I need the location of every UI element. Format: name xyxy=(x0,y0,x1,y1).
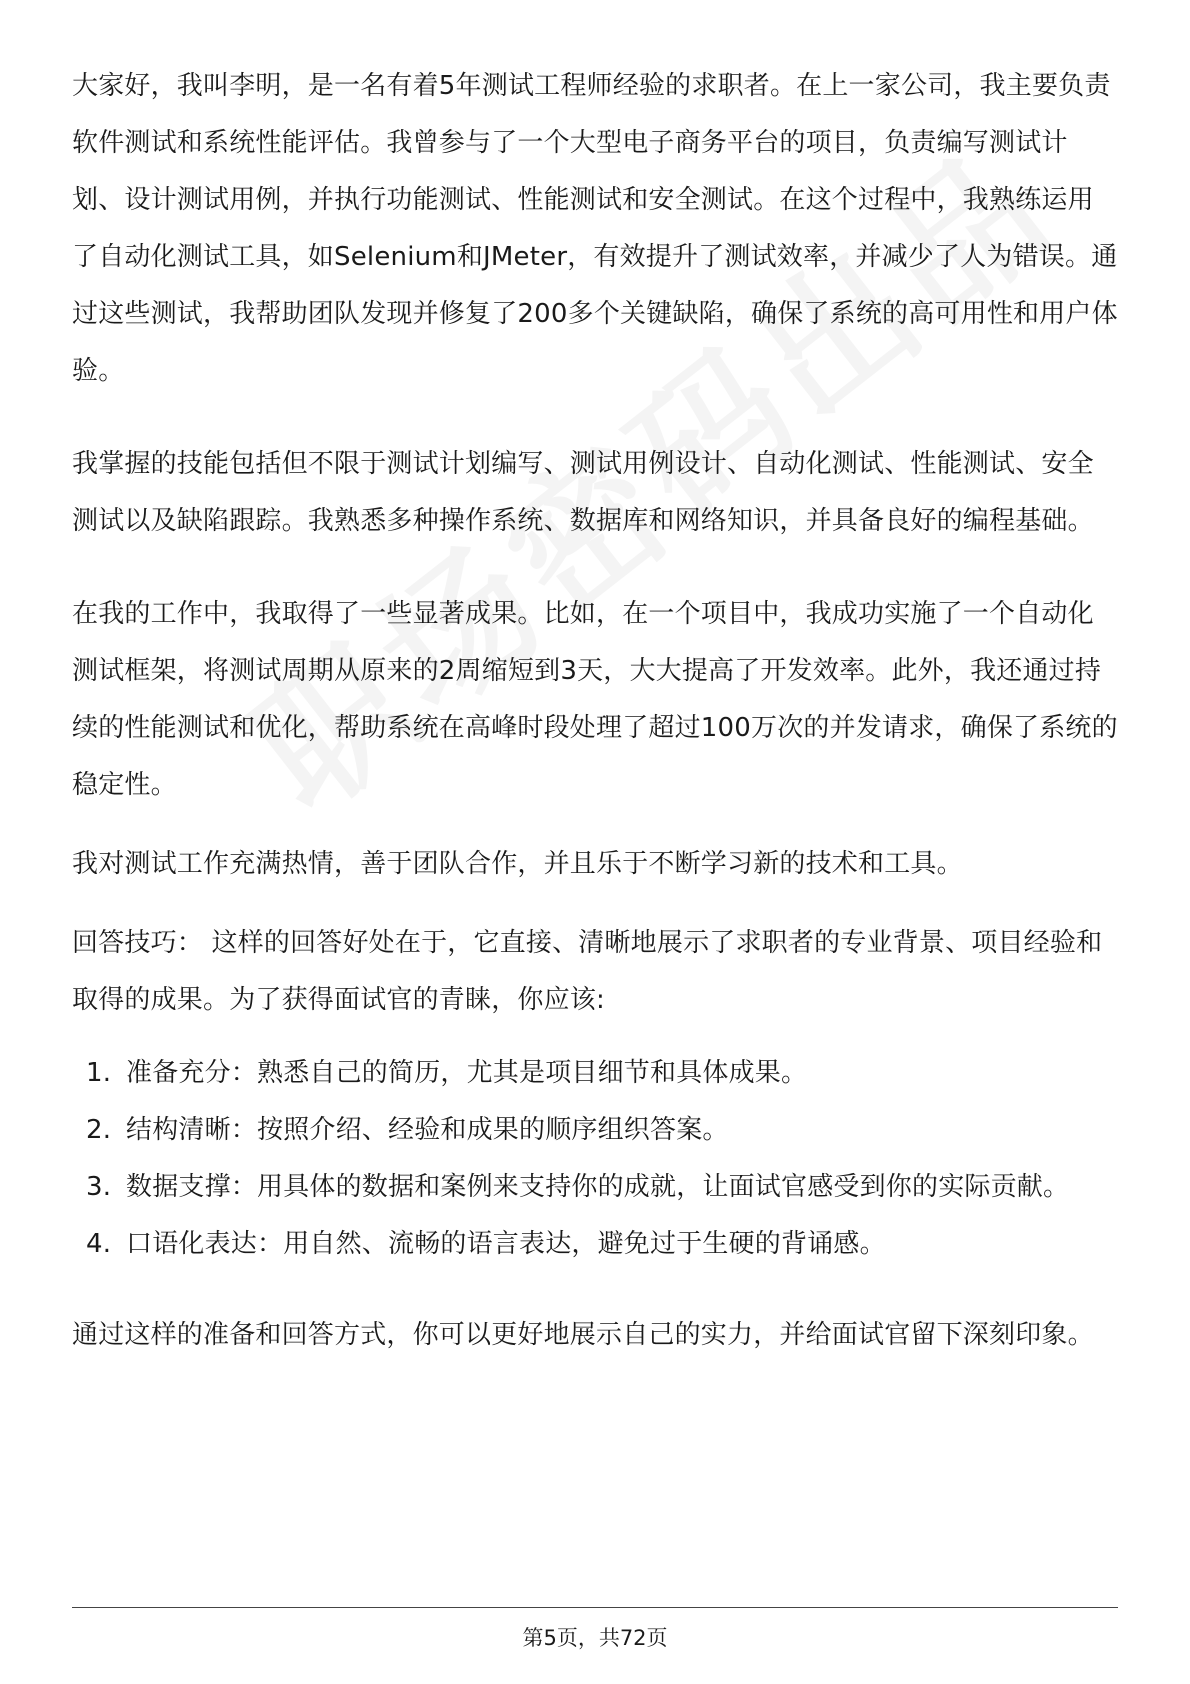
list-item xyxy=(72,1045,1118,1102)
paragraph-achievements: 在我的工作中，我取得了一些显著成果。比如，在一个项目中，我成功实施了一个自动化测试框架，将测试周期从原来的2周缩短到3天，大大提高了开发效率。此外，我还通过持续的性能测试和优化，帮助系统在高峰时段处理了超过100万次的并发请求，确保了系统的稳定性。 xyxy=(72,599,1118,800)
list-item-number: 4. xyxy=(86,1229,112,1259)
paragraph-skills: 我掌握的技能包括但不限于测试计划编写、测试用例设计、自动化测试、性能测试、安全测试以及缺陷跟踪。我熟悉多种操作系统、数据库和网络知识，并具备良好的编程基础。 xyxy=(72,449,1094,536)
tips-list xyxy=(72,1045,1118,1273)
list-item xyxy=(72,1216,1118,1273)
page-number: 第5页，共72页 xyxy=(522,1626,668,1650)
paragraph-self-intro: 大家好，我叫李明，是一名有着5年测试工程师经验的求职者。在上一家公司，我主要负责软件测试和系统性能评估。我曾参与了一个大型电子商务平台的项目，负责编写测试计划、设计测试用例，并执行功能测试、性能测试和安全测试。在这个过程中，我熟练运用了自动化测试工具，如Selenium和JMeter，有效提升了测试效率，并减少了人为错误。通过这些测试，我帮助团队发现并修复了200多个关键缺陷，确保了系统的高可用性和用户体验。 xyxy=(72,71,1118,386)
list-item-text: 数据支撑：用具体的数据和案例来支持你的成就，让面试官感受到你的实际贡献。 xyxy=(126,1172,1070,1202)
list-item-number: 1. xyxy=(86,1058,112,1088)
list-item-text: 准备充分：熟悉自己的简历，尤其是项目细节和具体成果。 xyxy=(126,1058,808,1088)
list-item-number: 2. xyxy=(86,1115,112,1145)
paragraph-attitude: 我对测试工作充满热情，善于团队合作，并且乐于不断学习新的技术和工具。 xyxy=(72,849,963,879)
list-item-text: 结构清晰：按照介绍、经验和成果的顺序组织答案。 xyxy=(126,1115,729,1145)
list-item-number: 3. xyxy=(86,1172,112,1202)
list-item xyxy=(72,1102,1118,1159)
footer-divider xyxy=(72,1607,1118,1608)
paragraph-conclusion: 通过这样的准备和回答方式，你可以更好地展示自己的实力，并给面试官留下深刻印象。 xyxy=(72,1320,1094,1350)
paragraph-answer-tips: 回答技巧： 这样的回答好处在于，它直接、清晰地展示了求职者的专业背景、项目经验和取得的成果。为了获得面试官的青睐，你应该: xyxy=(72,928,1103,1015)
list-item-text: 口语化表达：用自然、流畅的语言表达，避免过于生硬的背诵感。 xyxy=(126,1229,886,1259)
page-content xyxy=(72,58,1118,1364)
list-item xyxy=(72,1159,1118,1216)
